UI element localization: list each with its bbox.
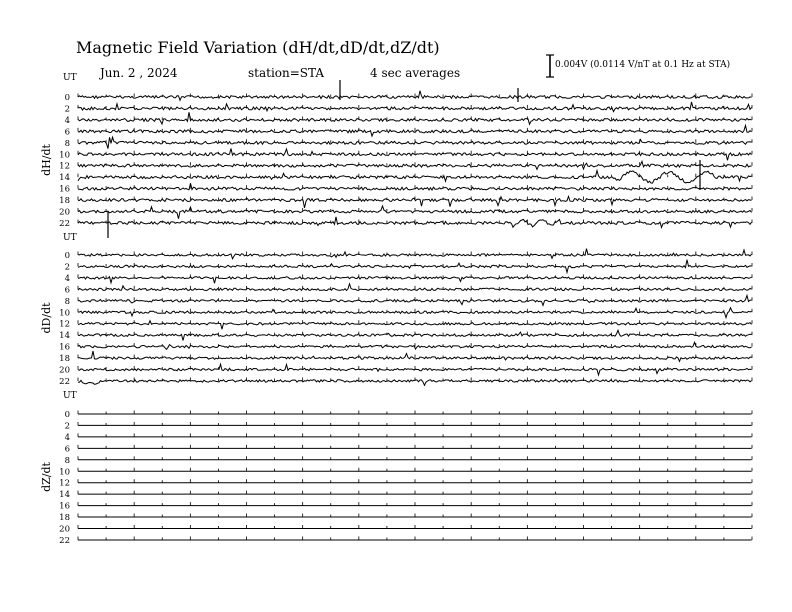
row-label: 6 [64,285,70,296]
row-label: 2 [64,104,70,115]
row-label: 4 [64,432,70,443]
date-label: Jun. 2 , 2024 [100,66,178,80]
trace-dDdt-20 [78,364,752,375]
trace-dHdt-20 [78,206,752,219]
row-label: 16 [59,342,70,353]
row-label: 10 [59,467,70,478]
row-label: 4 [64,273,70,284]
row-label: 2 [64,262,70,273]
row-label: 8 [64,296,70,307]
row-label: 18 [59,196,70,207]
row-label: 20 [59,524,70,535]
row-label: 0 [64,93,70,103]
row-label: 14 [59,490,70,501]
scale-note: 0.004V (0.0114 V/nT at 0.1 Hz at STA) [555,60,731,70]
row-label: 20 [59,207,70,218]
row-label: 6 [64,127,70,138]
trace-dHdt-10 [78,149,752,161]
row-label: 14 [59,173,70,184]
panel-label-0: dH/dt [40,144,53,176]
row-label: 22 [59,376,70,387]
row-label: 12 [59,478,70,489]
trace-dHdt-8 [78,137,752,148]
panel-label-2: dZ/dt [40,462,53,492]
station-label: station=STA [248,66,325,80]
row-label: 10 [59,150,70,161]
row-label: 18 [59,354,70,365]
row-label: 2 [64,421,70,432]
row-label: 0 [64,410,70,420]
row-label: 6 [64,444,70,455]
row-label: 18 [59,513,70,524]
row-label: 0 [64,251,70,261]
row-label: 22 [59,218,70,229]
trace-dDdt-22 [78,380,752,386]
row-label: 12 [59,161,70,172]
trace-dDdt-8 [78,296,752,306]
row-label: 8 [64,138,70,149]
ut-label: UT [63,233,77,243]
row-label: 22 [59,535,70,546]
row-label: 4 [64,115,70,126]
row-label: 10 [59,308,70,319]
row-label: 8 [64,455,70,466]
ut-label: UT [63,73,77,83]
row-label: 20 [59,365,70,376]
row-label: 12 [59,319,70,330]
row-label: 14 [59,331,70,342]
panel-label-1: dD/dt [40,302,53,334]
row-label: 16 [59,184,70,195]
row-label: 16 [59,501,70,512]
ut-label: UT [63,391,77,401]
chart-title: Magnetic Field Variation (dH/dt,dD/dt,dZ/dt) [76,38,440,57]
averaging-label: 4 sec averages [370,66,461,80]
trace-dHdt-14 [78,171,752,184]
